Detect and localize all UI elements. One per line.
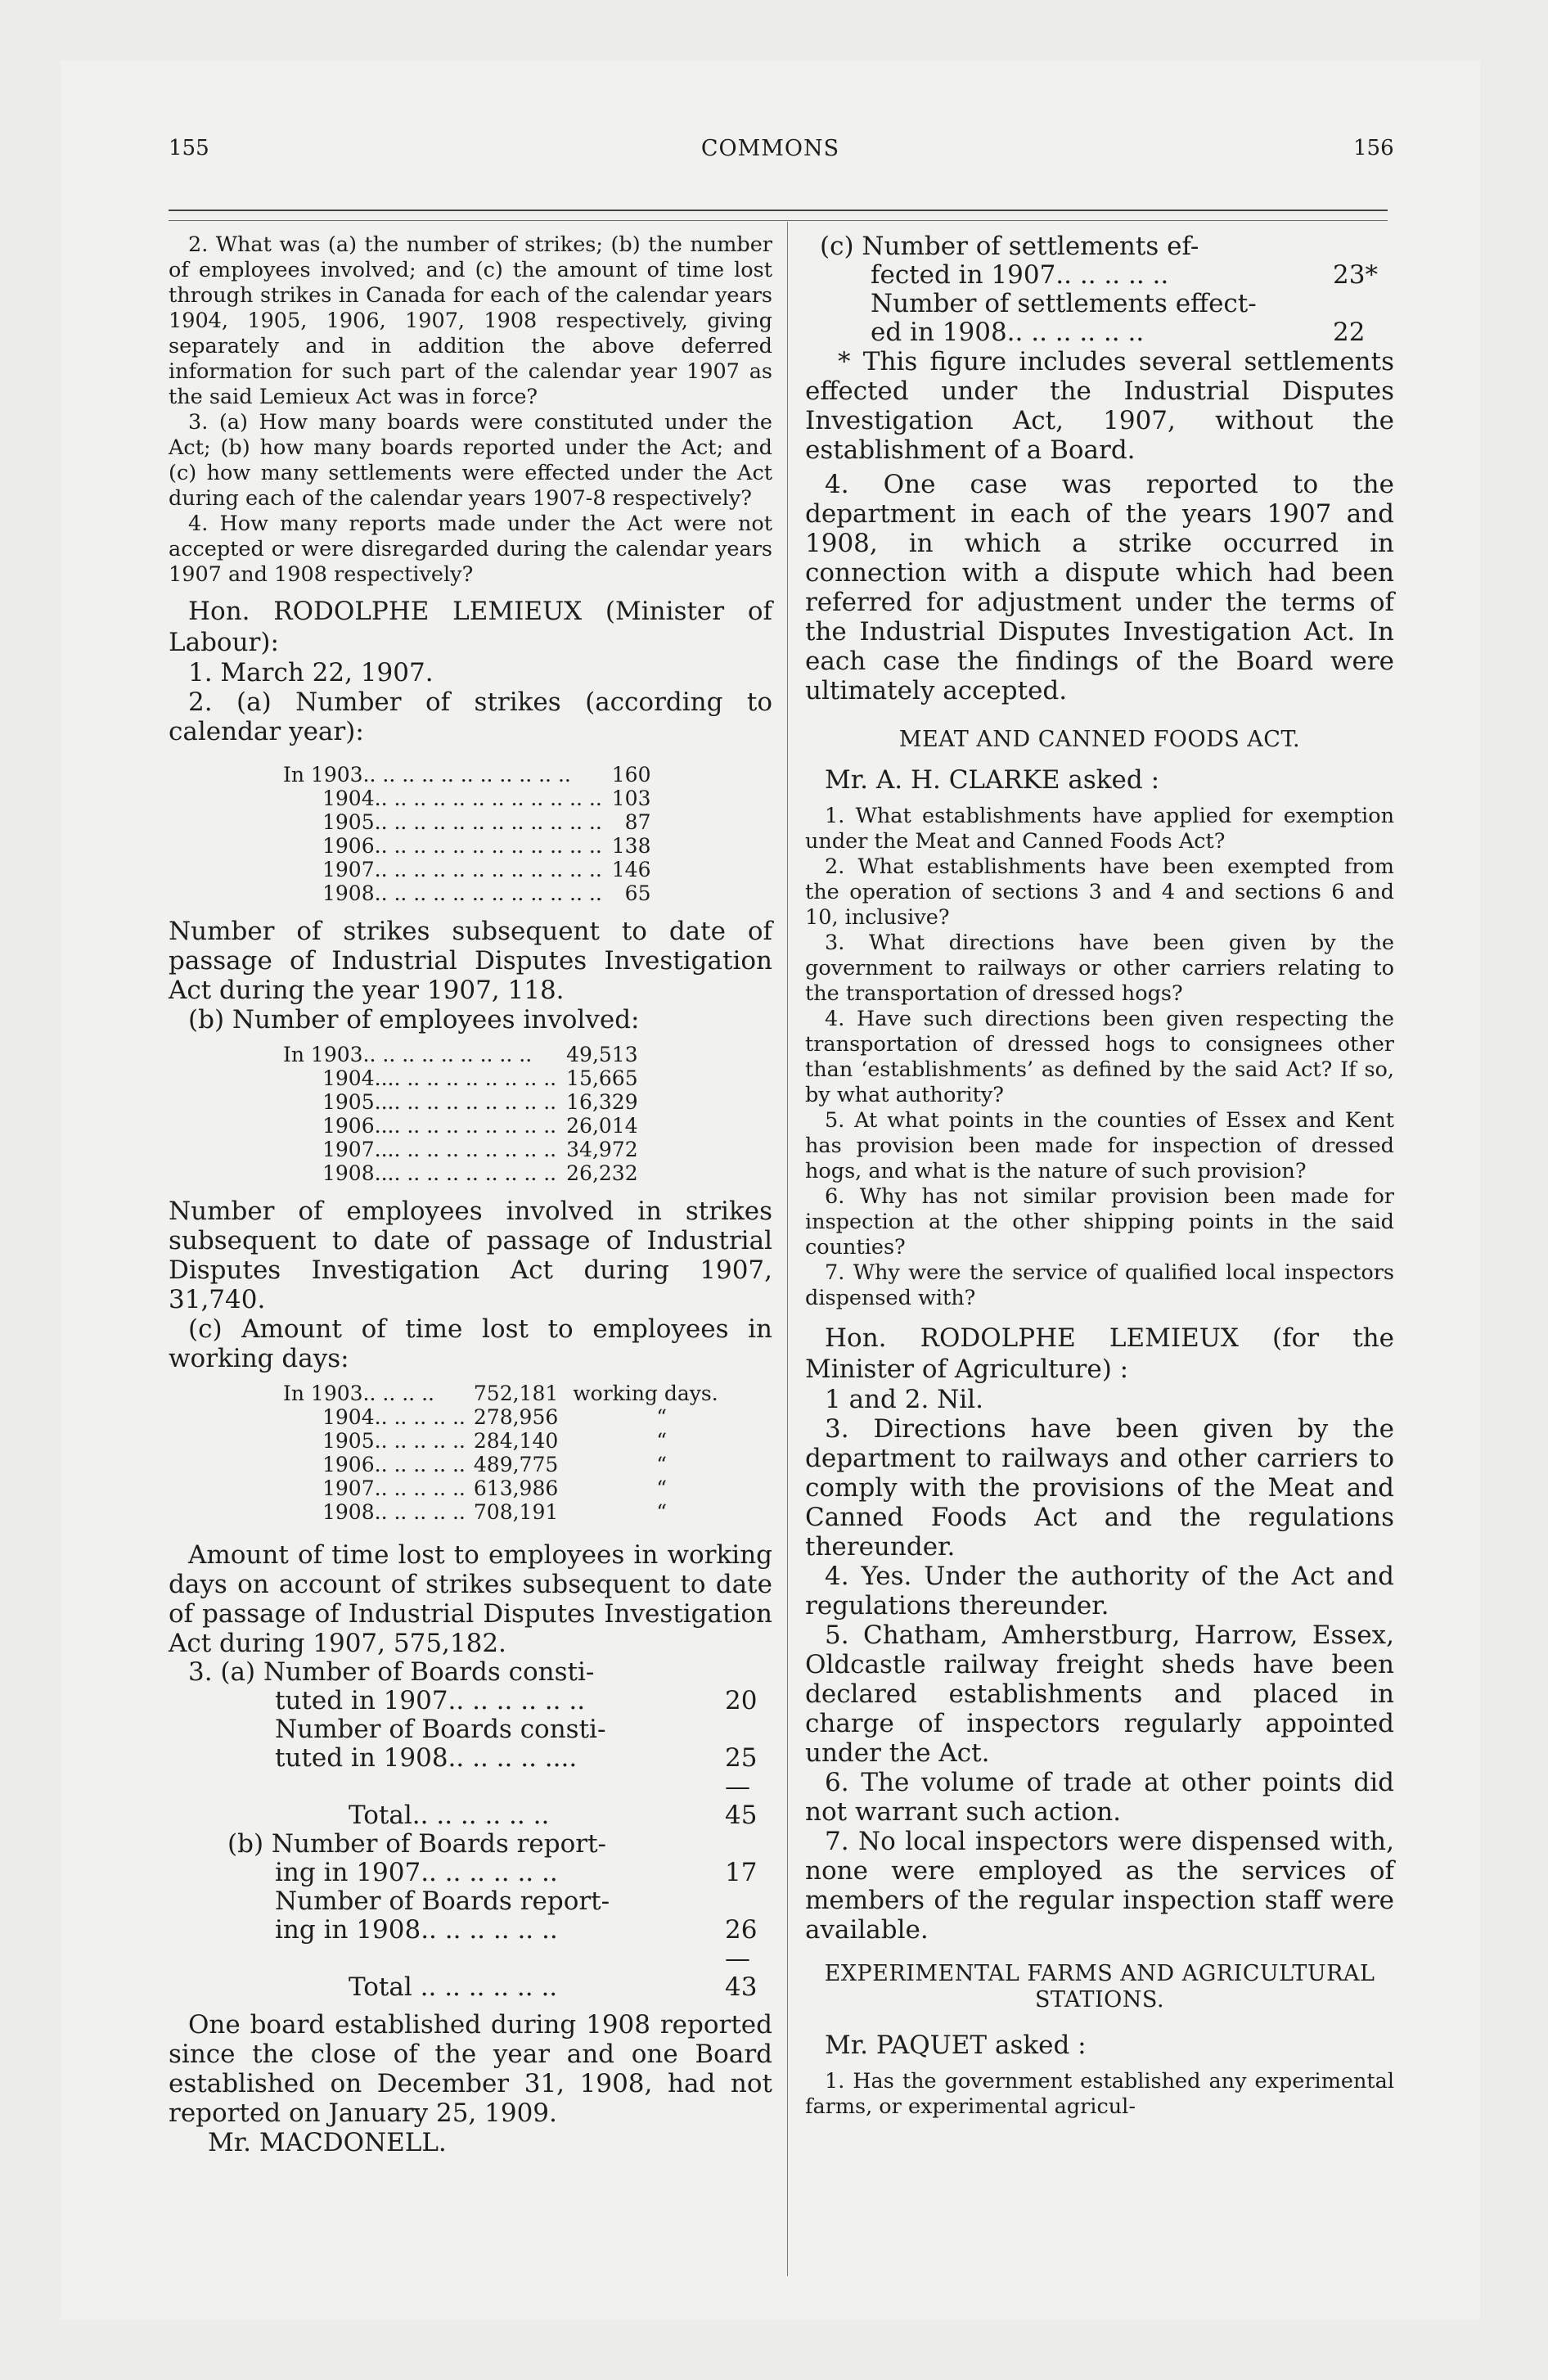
year-cell: In 1903.. .. .. .. .. .. .. .. .. .. .. — [283, 763, 571, 787]
running-title: COMMONS — [700, 136, 840, 161]
value-cell: 16,329 — [566, 1090, 638, 1114]
value-cell: 26,232 — [566, 1161, 638, 1185]
total-label: Total .. .. .. .. .. .. — [349, 1972, 558, 2002]
value-cell: 613,986 — [473, 1476, 559, 1500]
speaker-macdonell: Mr. MACDONELL. — [208, 2128, 447, 2157]
table-row — [283, 834, 650, 858]
meat-answer-4: 4. Yes. Under the authority of the Act and regulations thereunder. — [805, 1562, 1394, 1620]
value-cell: 15,665 — [566, 1066, 638, 1090]
value-cell: 87 — [624, 810, 651, 834]
question-2: 2. What was (a) the number of strikes; (b) the number of employees involved; and (c) the amount of time lost through strikes in Canada for each of the calendar years 1904, 1905, 1906, 1907, 1908 respectively, giving separately and in addition the above deferred information for such part of the calendar year 1907 as the said Lemieux Act was in force? — [169, 232, 772, 409]
table-row — [283, 763, 650, 787]
year-cell: 1905.. .. .. .. .. .. .. .. .. .. .. .. — [322, 810, 602, 834]
table-row — [283, 1161, 638, 1185]
boards-label: ing in 1907.. .. .. .. .. .. — [275, 1858, 558, 1887]
year-cell: 1904.. .. .. .. .. .. .. .. .. .. .. .. — [322, 787, 602, 810]
value-cell: 26,014 — [566, 1114, 638, 1138]
header-rule-thin — [169, 220, 1388, 221]
days-heading: (c) Amount of time lost to employees in working days: — [169, 1314, 772, 1373]
settlements-label: (c) Number of settlements ef- — [820, 232, 1199, 261]
year-cell: 1908.... .. .. .. .. .. .. .. .. — [322, 1161, 557, 1185]
employees-after-act: Number of employees involved in strikes subsequent to date of passage of Industrial Disputes Investigation Act during 1907, 31,740. — [169, 1197, 772, 1314]
farms-question-1: 1. Has the government established any experimental farms, or experimental agricul- — [805, 2069, 1394, 2119]
unit-cell: “ — [656, 1453, 668, 1476]
answer-1: 1. March 22, 1907. — [188, 658, 434, 687]
value-cell: 138 — [611, 834, 651, 858]
unit-cell: working days. — [573, 1382, 718, 1405]
meat-answer-3: 3. Directions have been given by the department to railways and other carriers to comply with the provisions of the Meat and Canned Foods Act and the regulations thereunder. — [805, 1414, 1394, 1562]
meat-answer-5: 5. Chatham, Amherstburg, Harrow, Essex, Oldcastle railway freight sheds have been declared establishments and placed in charge of inspectors regularly appointed under the Act. — [805, 1620, 1394, 1768]
column-divider — [787, 222, 788, 2276]
table-row — [283, 1114, 638, 1138]
total-value: 45 — [725, 1801, 758, 1830]
meat-question-2: 2. What establishments have been exempted from the operation of sections 3 and 4 and sections 6 and 10, inclusive? — [805, 854, 1394, 930]
answer-2a: 2. (a) Number of strikes (according to calendar year): — [169, 687, 772, 746]
page-number-left: 155 — [169, 136, 209, 160]
boards-value: 20 — [725, 1686, 758, 1715]
year-cell: 1908.. .. .. .. .. .. .. .. .. .. .. .. — [322, 881, 602, 905]
table-row — [283, 1405, 718, 1429]
unit-cell: “ — [656, 1500, 668, 1524]
boards-value: 26 — [725, 1915, 758, 1945]
year-cell: 1906.... .. .. .. .. .. .. .. .. — [322, 1114, 557, 1138]
value-cell: 489,775 — [473, 1453, 559, 1476]
value-cell: 65 — [624, 881, 651, 905]
footnote: * This figure includes several settlements effected under the Industrial Disputes Investigation Act, 1907, without the establishment of a Board. — [805, 347, 1394, 465]
board-note: One board established during 1908 reported since the close of the year and one Board established on December 31, 1908, had not reported on January 25, 1909. — [169, 2010, 772, 2128]
year-cell: 1904.. .. .. .. .. — [322, 1405, 466, 1429]
settlements-tally — [805, 232, 1394, 347]
value-cell: 160 — [611, 763, 651, 787]
value-cell: 49,513 — [566, 1043, 638, 1066]
boards-label: ing in 1908.. .. .. .. .. .. — [275, 1915, 558, 1945]
right-column — [805, 232, 1394, 2120]
boards-label: 3. (a) Number of Boards consti- — [188, 1657, 595, 1687]
table-row — [283, 1043, 638, 1066]
left-column — [169, 232, 772, 2157]
value-cell: 278,956 — [473, 1405, 559, 1429]
value-cell: 146 — [611, 858, 651, 881]
settlements-value: 22 — [1333, 318, 1366, 347]
boards-label: tuted in 1908.. .. .. .. .... — [275, 1743, 578, 1773]
asker-clarke: Mr. A. H. CLARKE asked : — [825, 765, 1160, 795]
question-4: 4. How many reports made under the Act were not accepted or were disregarded during the calendar years 1907 and 1908 respectively? — [169, 512, 772, 587]
page-header — [61, 136, 1480, 169]
table-row — [283, 1382, 718, 1405]
table-row — [283, 881, 650, 905]
meat-answer-7: 7. No local inspectors were dispensed with, none were employed as the services of members of the regular inspection staff were available. — [805, 1827, 1394, 1945]
boards-label: Number of Boards consti- — [275, 1715, 606, 1744]
boards-tally — [169, 1658, 774, 2002]
value-cell: 284,140 — [473, 1429, 559, 1453]
year-cell: 1907.. .. .. .. .. .. .. .. .. .. .. .. — [322, 858, 602, 881]
speaker-lemieux-agriculture: Hon. RODOLPHE LEMIEUX (for the Minister of Agriculture) : — [805, 1323, 1394, 1384]
table-row — [283, 1066, 638, 1090]
table-row — [283, 1476, 718, 1500]
meat-answer-6: 6. The volume of trade at other points did not warrant such action. — [805, 1768, 1394, 1827]
year-cell: 1904.... .. .. .. .. .. .. .. .. — [322, 1066, 557, 1090]
section-heading-meat: MEAT AND CANNED FOODS ACT. — [898, 727, 1301, 752]
settlements-label: Number of settlements effect- — [871, 289, 1257, 318]
meat-question-7: 7. Why were the service of qualified local inspectors dispensed with? — [805, 1260, 1394, 1310]
table-row — [283, 1138, 638, 1161]
meat-question-3: 3. What directions have been given by the government to railways or other carriers relating to the transportation of dressed hogs? — [805, 931, 1394, 1006]
answer-4: 4. One case was reported to the department in each of the years 1907 and 1908, in which a strike occurred in connection with a dispute which had been referred for adjustment under the terms of the Industrial Disputes Investigation Act. In each case the findings of the Board were ultimately accepted. — [805, 470, 1394, 705]
settlements-label: ed in 1908.. .. .. .. .. .. — [871, 318, 1145, 347]
asker-paquet: Mr. PAQUET asked : — [825, 2031, 1087, 2060]
table-row — [283, 787, 650, 810]
header-rule — [169, 210, 1388, 211]
boards-label: Number of Boards report- — [275, 1886, 610, 1916]
unit-cell: “ — [656, 1405, 668, 1429]
page-number-right: 156 — [1353, 136, 1394, 160]
year-cell: 1907.... .. .. .. .. .. .. .. .. — [322, 1138, 557, 1161]
value-cell: 752,181 — [473, 1382, 559, 1405]
meat-question-6: 6. Why has not similar provision been made for inspection at the other shipping points in the said counties? — [805, 1184, 1394, 1260]
year-cell: 1907.. .. .. .. .. — [322, 1476, 466, 1500]
year-cell: In 1903.. .. .. .. — [283, 1382, 434, 1405]
meat-question-4: 4. Have such directions been given respecting the transportation of dressed hogs to consignees other than ‘establishments’ as defined by the said Act? If so, by what authority? — [805, 1007, 1394, 1107]
unit-cell: “ — [656, 1476, 668, 1500]
boards-label: (b) Number of Boards report- — [227, 1829, 607, 1859]
table-row — [283, 858, 650, 881]
table-row — [283, 1500, 718, 1524]
table-row — [283, 1429, 718, 1453]
table-row — [283, 810, 650, 834]
question-3: 3. (a) How many boards were constituted under the Act; (b) how many boards reported under the Act; and (c) how many settlements were effected under the Act during each of the calendar years 1907-8 respectively? — [169, 410, 772, 511]
year-cell: 1905.. .. .. .. .. — [322, 1429, 466, 1453]
year-cell: 1906.. .. .. .. .. .. .. .. .. .. .. .. — [322, 834, 602, 858]
employees-heading: (b) Number of employees involved: — [188, 1005, 640, 1034]
strikes-table — [283, 763, 650, 905]
total-label: Total.. .. .. .. .. .. — [349, 1801, 550, 1830]
table-row — [283, 1090, 638, 1114]
total-value: 43 — [725, 1972, 758, 2002]
days-after-act: Amount of time lost to employees in working days on account of strikes subsequent to date of passage of Industrial Disputes Investigation Act during 1907, 575,182. — [169, 1540, 772, 1658]
settlements-label: fected in 1907.. .. .. .. .. — [871, 260, 1169, 290]
speaker-lemieux: Hon. RODOLPHE LEMIEUX (Minister of Labour): — [169, 597, 772, 657]
boards-value: 17 — [725, 1858, 758, 1887]
boards-label: tuted in 1907.. .. .. .. .. .. — [275, 1686, 586, 1715]
value-cell: 708,191 — [473, 1500, 559, 1524]
employees-table — [283, 1043, 638, 1185]
sum-rule: — — [725, 1772, 750, 1801]
year-cell: 1908.. .. .. .. .. — [322, 1500, 466, 1524]
page — [61, 61, 1480, 2319]
table-row — [283, 1453, 718, 1476]
sum-rule: — — [725, 1944, 750, 1973]
value-cell: 34,972 — [566, 1138, 638, 1161]
meat-answer-1: 1 and 2. Nil. — [825, 1385, 983, 1414]
year-cell: 1905.... .. .. .. .. .. .. .. .. — [322, 1090, 557, 1114]
section-heading-farms: EXPERIMENTAL FARMS AND AGRICULTURAL STATIONS. — [824, 1961, 1375, 2013]
meat-question-1: 1. What establishments have applied for exemption under the Meat and Canned Foods Act? — [805, 804, 1394, 854]
unit-cell: “ — [656, 1429, 668, 1453]
strikes-after-act: Number of strikes subsequent to date of passage of Industrial Disputes Investigation Act during the year 1907, 118. — [169, 917, 772, 1005]
boards-value: 25 — [725, 1743, 758, 1773]
value-cell: 103 — [611, 787, 651, 810]
settlements-value: 23* — [1333, 260, 1378, 290]
year-cell: 1906.. .. .. .. .. — [322, 1453, 466, 1476]
days-table — [283, 1382, 718, 1524]
meat-question-5: 5. At what points in the counties of Essex and Kent has provision been made for inspection of dressed hogs, and what is the nature of such provision? — [805, 1108, 1394, 1183]
year-cell: In 1903.. .. .. .. .. .. .. .. .. — [283, 1043, 533, 1066]
